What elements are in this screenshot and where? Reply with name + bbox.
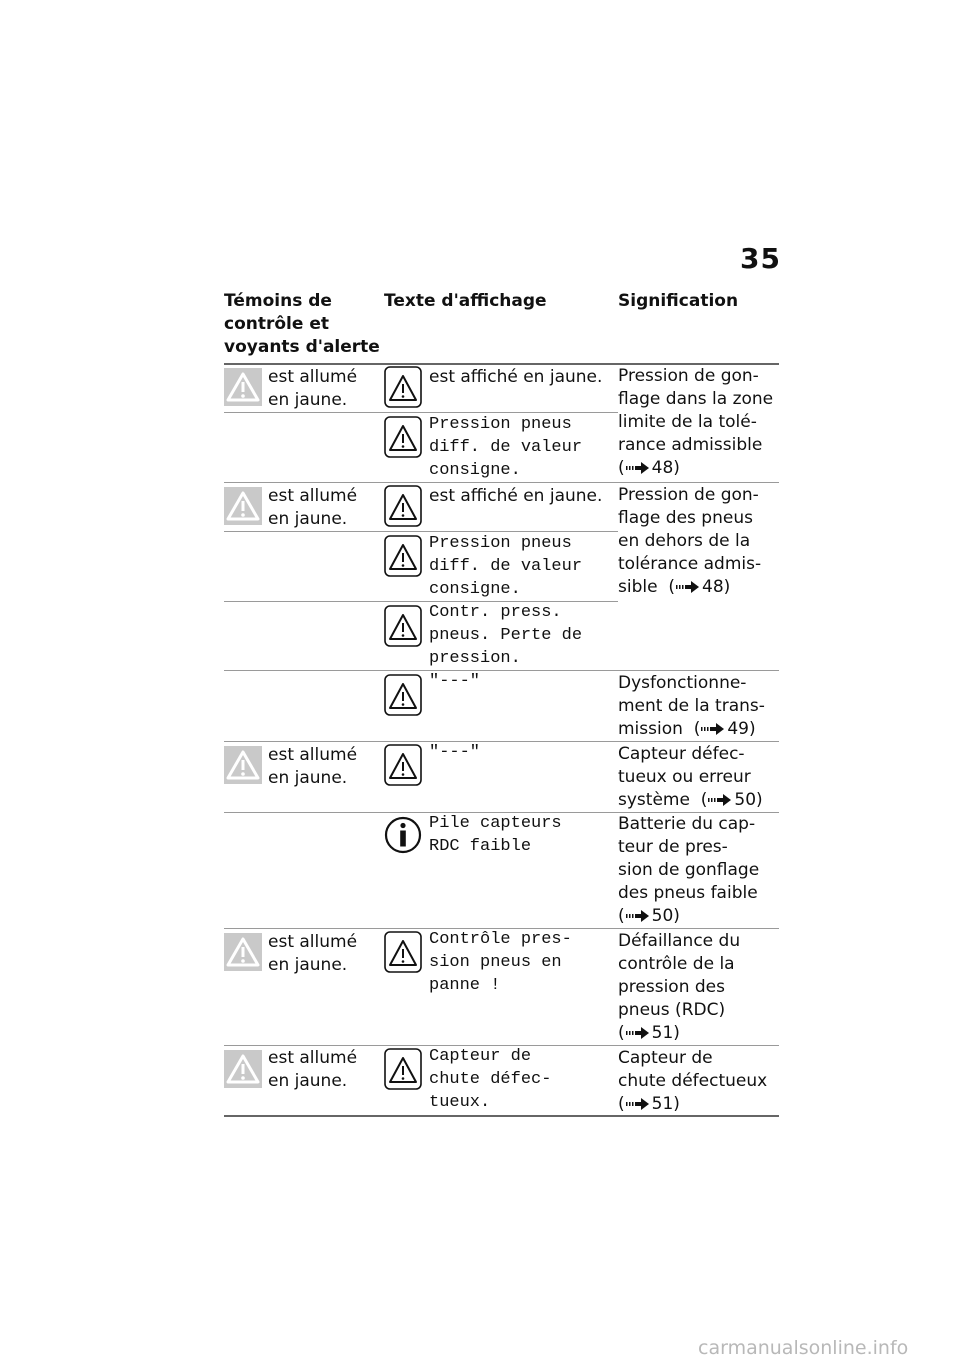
warning-triangle-icon [384, 931, 422, 973]
meaning-text: Défaillance du contrôle de la pression des pneus (RDC) [618, 931, 741, 1020]
row-divider [224, 482, 779, 483]
display-text: Pression pneus diff. de valeur consigne. [429, 415, 583, 480]
display-text: "---" [429, 743, 481, 762]
reference-arrow-icon [676, 581, 700, 593]
meaning-text: Pression de gon- flage des pneus en dehors de la tolérance admis- sible [618, 485, 762, 597]
reference-arrow-icon [708, 794, 732, 806]
lamp-status-text: est allumé en jaune. [268, 745, 358, 788]
header-meaning: Signification [618, 291, 739, 311]
page-reference[interactable]: ( 51) [618, 1023, 680, 1043]
reference-arrow-icon [626, 1098, 650, 1110]
page-reference[interactable]: ( 50) [695, 790, 763, 810]
meaning-text: Capteur défec- tueux ou erreur système [618, 744, 751, 810]
meaning-text: Batterie du cap- teur de pres- sion de gonflage des pneus faible [618, 814, 760, 903]
lamp-status-text: est allumé en jaune. [268, 1048, 358, 1091]
warning-triangle-icon [384, 416, 422, 458]
page-reference[interactable]: ( 51) [618, 1094, 680, 1114]
meaning-cell [618, 813, 780, 928]
page-reference[interactable]: ( 48) [618, 458, 680, 478]
meaning-cell [618, 1047, 780, 1116]
warning-triangle-icon [384, 744, 422, 786]
lamp-status-text: est allumé en jaune. [268, 932, 358, 975]
meaning-cell [618, 930, 780, 1045]
display-text: Contrôle pres- sion pneus en panne ! [429, 930, 572, 995]
page-reference[interactable]: ( 50) [618, 906, 680, 926]
warning-triangle-icon [384, 485, 422, 527]
meaning-text: Dysfonctionne- ment de la trans- mission [618, 673, 765, 739]
meaning-text: Pression de gon- flage dans la zone limite de la tolé- rance admissible [618, 366, 774, 455]
lamp-status-text: est allumé en jaune. [268, 367, 358, 410]
display-text: est affiché en jaune. [429, 367, 603, 387]
warning-lamp-icon [224, 1050, 262, 1088]
display-text: Capteur de chute défec- tueux. [429, 1047, 552, 1112]
warning-lamp-icon [224, 933, 262, 971]
watermark: carmanualsonline.info [698, 1337, 909, 1359]
warning-triangle-icon [384, 1048, 422, 1090]
page-reference[interactable]: ( 49) [688, 719, 756, 739]
meaning-text: Capteur de chute défectueux [618, 1048, 768, 1091]
meaning-cell [618, 743, 780, 812]
display-text: "---" [429, 672, 481, 691]
header-indicators: Témoins de contrôle et voyants d'alerte [224, 291, 380, 357]
meaning-cell [618, 365, 780, 480]
reference-arrow-icon [626, 910, 650, 922]
display-text: est affiché en jaune. [429, 486, 603, 506]
warning-triangle-icon [384, 605, 422, 647]
info-icon [384, 814, 422, 856]
warning-triangle-icon [384, 366, 422, 408]
display-text: Pile capteurs RDC faible [429, 814, 562, 856]
lamp-status-text: est allumé en jaune. [268, 486, 358, 529]
reference-arrow-icon [626, 1027, 650, 1039]
page-reference[interactable]: ( 48) [662, 577, 731, 597]
warning-lamp-icon [224, 487, 262, 525]
reference-arrow-icon [701, 723, 725, 735]
meaning-cell [618, 672, 780, 741]
warning-lamp-icon [224, 368, 262, 406]
reference-arrow-icon [626, 462, 650, 474]
display-text: Contr. press. pneus. Perte de pression. [429, 603, 583, 668]
warning-triangle-icon [384, 674, 422, 716]
display-text: Pression pneus diff. de valeur consigne. [429, 534, 583, 599]
page-number: 35 [740, 242, 781, 275]
warning-lamp-icon [224, 746, 262, 784]
meaning-cell [618, 484, 780, 599]
warning-triangle-icon [384, 535, 422, 577]
header-display-text: Texte d'affichage [384, 291, 547, 311]
